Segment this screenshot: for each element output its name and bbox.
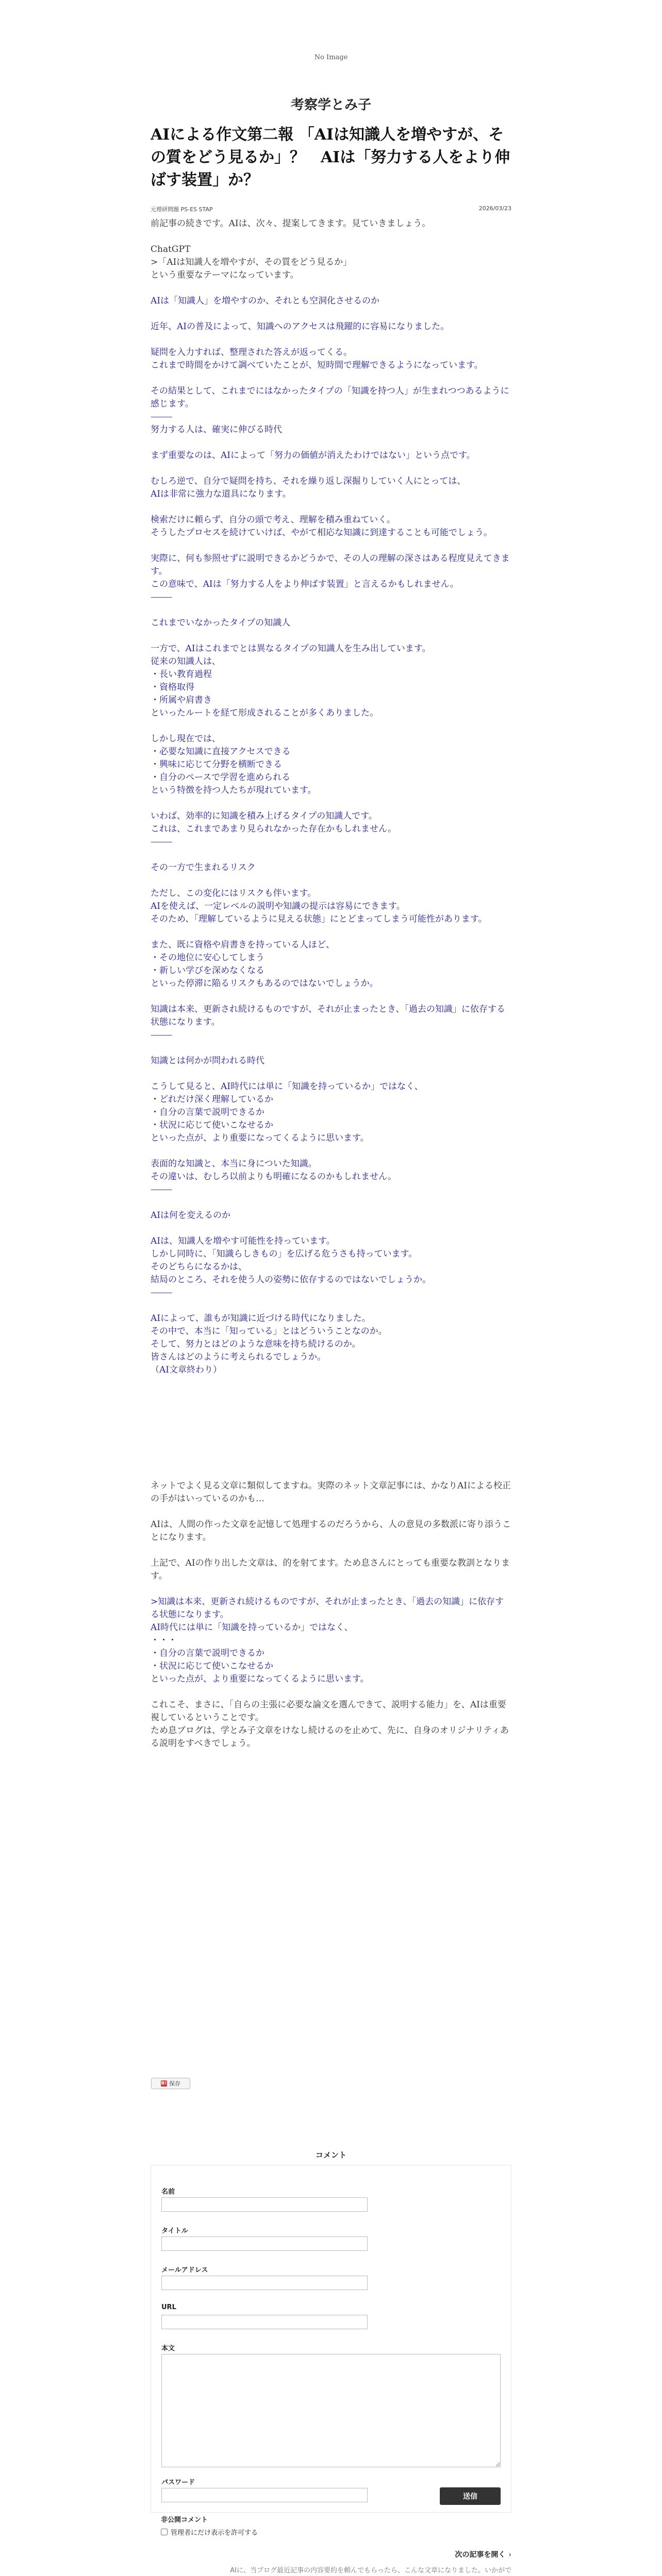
body-paragraph: 疑問を入力すれば、整理された答えが返ってくる。 これまで時間をかけて調べていたことが、短時間で理解できるようになっています。: [151, 347, 483, 370]
post-category[interactable]: 元理研問題 PS-ES STAP: [151, 206, 213, 213]
body-paragraph: 上記で、AIの作り出した文章は、的を射てます。ため息さんにとっても重要な教訓となります。: [151, 1558, 510, 1581]
comments-title: コメント: [315, 2150, 346, 2160]
hatena-bookmark-button[interactable]: [151, 2078, 190, 2089]
body-paragraph: これまでいなかったタイプの知識人: [151, 618, 291, 628]
hatena-b-icon: B!: [161, 2081, 167, 2086]
subject-label: タイトル: [161, 2227, 188, 2235]
post-meta: [151, 205, 511, 213]
post-body: [151, 217, 511, 1763]
body-spacer: [151, 1389, 511, 1480]
body-paragraph: ネットでよく見る文章に類似してますね。実際のネット文章記事には、かなりAIによる校正の手がはいっているのかも…: [151, 1481, 511, 1504]
body-paragraph: こうして見ると、AI時代には単に「知識を持っているか」ではなく、 ・どれだけ深く理解しているか ・自分の言葉で説明できるか ・状況に応じて使いこなせるか といった点が、より重要になってくるように思います。: [151, 1081, 423, 1143]
comment-form: [151, 2165, 511, 2513]
body-paragraph: その一方で生まれるリスク: [151, 862, 256, 873]
password-field[interactable]: [161, 2488, 368, 2502]
post-date: 2026/03/23: [478, 205, 511, 212]
email-label: メールアドレス: [161, 2266, 208, 2274]
chevron-right-icon: ›: [508, 2551, 511, 2559]
url-field[interactable]: [161, 2315, 368, 2329]
body-paragraph: ChatGPT >「AIは知識人を増やすが、その質をどう見るか」 という重要なテーマになっています。: [151, 244, 352, 280]
body-label: 本文: [161, 2345, 175, 2352]
body-paragraph: 前記事の続きです。AIは、次々、提案してきます。見ていきましょう。: [151, 218, 431, 229]
hatena-bookmark-label: 保存: [169, 2080, 180, 2087]
body-paragraph: いわば、効率的に知識を積み上げるタイプの知識人です。 これは、これまであまり見られなかった存在かもしれません。 ⸻: [151, 811, 397, 847]
next-article[interactable]: [151, 2549, 511, 2576]
body-paragraph: AIは、人間の作った文章を記憶して処理するのだろうから、人の意見の多数派に寄り添うことになります。: [151, 1519, 511, 1543]
private-comment-option: [161, 2527, 258, 2537]
email-field[interactable]: [161, 2276, 368, 2290]
next-article-label[interactable]: 次の記事を開く: [455, 2551, 506, 2559]
body-paragraph: >知識は本来、更新され続けるものですが、それが止まったとき、「過去の知識」に依存する状態になります。 AI時代には単に「知識を持っているか」ではなく、 ・・・ ・自分の言葉で説明できるか ・状況に応じて使いこなせるか といった点が、より重要になってくるように思います。: [151, 1597, 504, 1684]
private-comment-label: 非公開コメント: [161, 2516, 208, 2524]
body-paragraph: AIは、知識人を増やす可能性を持っています。 しかし同時に、「知識らしきもの」を広げる危うさも持っています。 そのどちらになるかは、 結局のところ、それを使う人の姿勢に依存するのではないでしょうか。 ⸻: [151, 1236, 431, 1298]
body-paragraph: ただし、この変化にはリスクも伴います。 AIを使えば、一定レベルの説明や知識の提示は容易にできます。 そのため、「理解しているように見える状態」にとどまってしまう可能性があります。: [151, 888, 487, 924]
body-paragraph: 実際に、何も参照せずに説明できるかどうかで、その人の理解の深さはある程度見えてきます。 この意味で、AIは「努力する人をより伸ばす装置」と言えるかもしれません。 ⸻: [151, 553, 510, 602]
subject-field[interactable]: [161, 2236, 368, 2251]
body-paragraph: しかし現在では、 ・必要な知識に直接アクセスできる ・興味に応じて分野を横断できる ・自分のペースで学習を進められる という特徴を持つ人たちが現れています。: [151, 734, 317, 795]
password-label: パスワード: [161, 2479, 195, 2486]
submit-comment-button[interactable]: 送信: [440, 2487, 501, 2505]
body-paragraph: まず重要なのは、AIによって「努力の価値が消えたわけではない」という点です。: [151, 450, 475, 461]
body-paragraph: むしろ逆で、自分で疑問を持ち、それを繰り返し深掘りしていく人にとっては、 AIは非常に強力な道具になります。: [151, 476, 466, 499]
body-paragraph: AIによって、誰もが知識に近づける時代になりました。 その中で、本当に「知っている」とはどういうことなのか。 そして、努力とはどのような意味を持ち続けるのか。 皆さんはどのように考えられるでしょうか。 （AI文章終わり）: [151, 1313, 387, 1375]
body-paragraph: また、既に資格や肩書きを持っている人ほど、 ・その地位に安心してしまう ・新しい学びを深めなくなる といった停滞に陥るリスクもあるのではないでしょうか。: [151, 940, 378, 989]
name-label: 名前: [161, 2188, 175, 2196]
blog-title[interactable]: 考察学とみ子: [290, 97, 371, 113]
body-paragraph: 近年、AIの普及によって、知識へのアクセスは飛躍的に容易になりました。: [151, 321, 450, 332]
body-paragraph: その結果として、これまでにはなかったタイプの「知識を持つ人」が生まれつつあるように感じます。 ⸻ 努力する人は、確実に伸びる時代: [151, 386, 509, 435]
body-paragraph: 知識は本来、更新され続けるものですが、それが止まったとき、「過去の知識」に依存する状態になります。 ⸻: [151, 1004, 505, 1040]
private-comment-option-label: 管理者にだけ表示を許可する: [171, 2529, 258, 2537]
body-paragraph: 検索だけに頼らず、自分の頭で考え、理解を積み重ねていく。 そうしたプロセスを続けていけば、やがて相応な知識に到達することも可能でしょう。: [151, 515, 492, 538]
private-comment-section: [161, 2514, 258, 2537]
body-paragraph: 知識とは何かが問われる時代: [151, 1056, 264, 1066]
body-paragraph: 一方で、AIはこれまでとは異なるタイプの知識人を生み出しています。 従来の知識人は、 ・長い教育過程 ・資格取得 ・所属や肩書き といったルートを経て形成されることが多くありました。: [151, 643, 431, 718]
post-title: AIによる作文第二報 「AIは知識人を増やすが、その質をどう見るか」？ AIは「努力する人をより伸ばす装置」か？: [151, 126, 510, 189]
next-article-excerpt[interactable]: AIに、当ブログ最近記事の内容要約を頼んでもらったら、こんな文章になりました。いかがで: [230, 2567, 511, 2574]
body-paragraph: AIは何を変えるのか: [151, 1210, 230, 1221]
body-paragraph: これこそ、まさに、「自らの主張に必要な論文を選んできて、説明する能力」を、AIは重要視しているということです。 ため息ブログは、学とみ子文章をけなし続けるのを止めて、先に、自身のオリジナリティある説明をすべきでしょう。: [151, 1700, 509, 1749]
body-paragraph: AIは「知識人」を増やすのか、それとも空洞化させるのか: [151, 296, 379, 306]
body-paragraph: 表面的な知識と、本当に身についた知識。 その違いは、むしろ以前よりも明確になるのかもしれません。 ⸻: [151, 1159, 397, 1195]
comment-body-textarea[interactable]: [161, 2354, 501, 2467]
name-field[interactable]: [161, 2197, 368, 2212]
private-comment-checkbox[interactable]: [161, 2529, 168, 2535]
url-label: URL: [161, 2303, 176, 2311]
no-image-placeholder: No Image: [314, 54, 348, 61]
